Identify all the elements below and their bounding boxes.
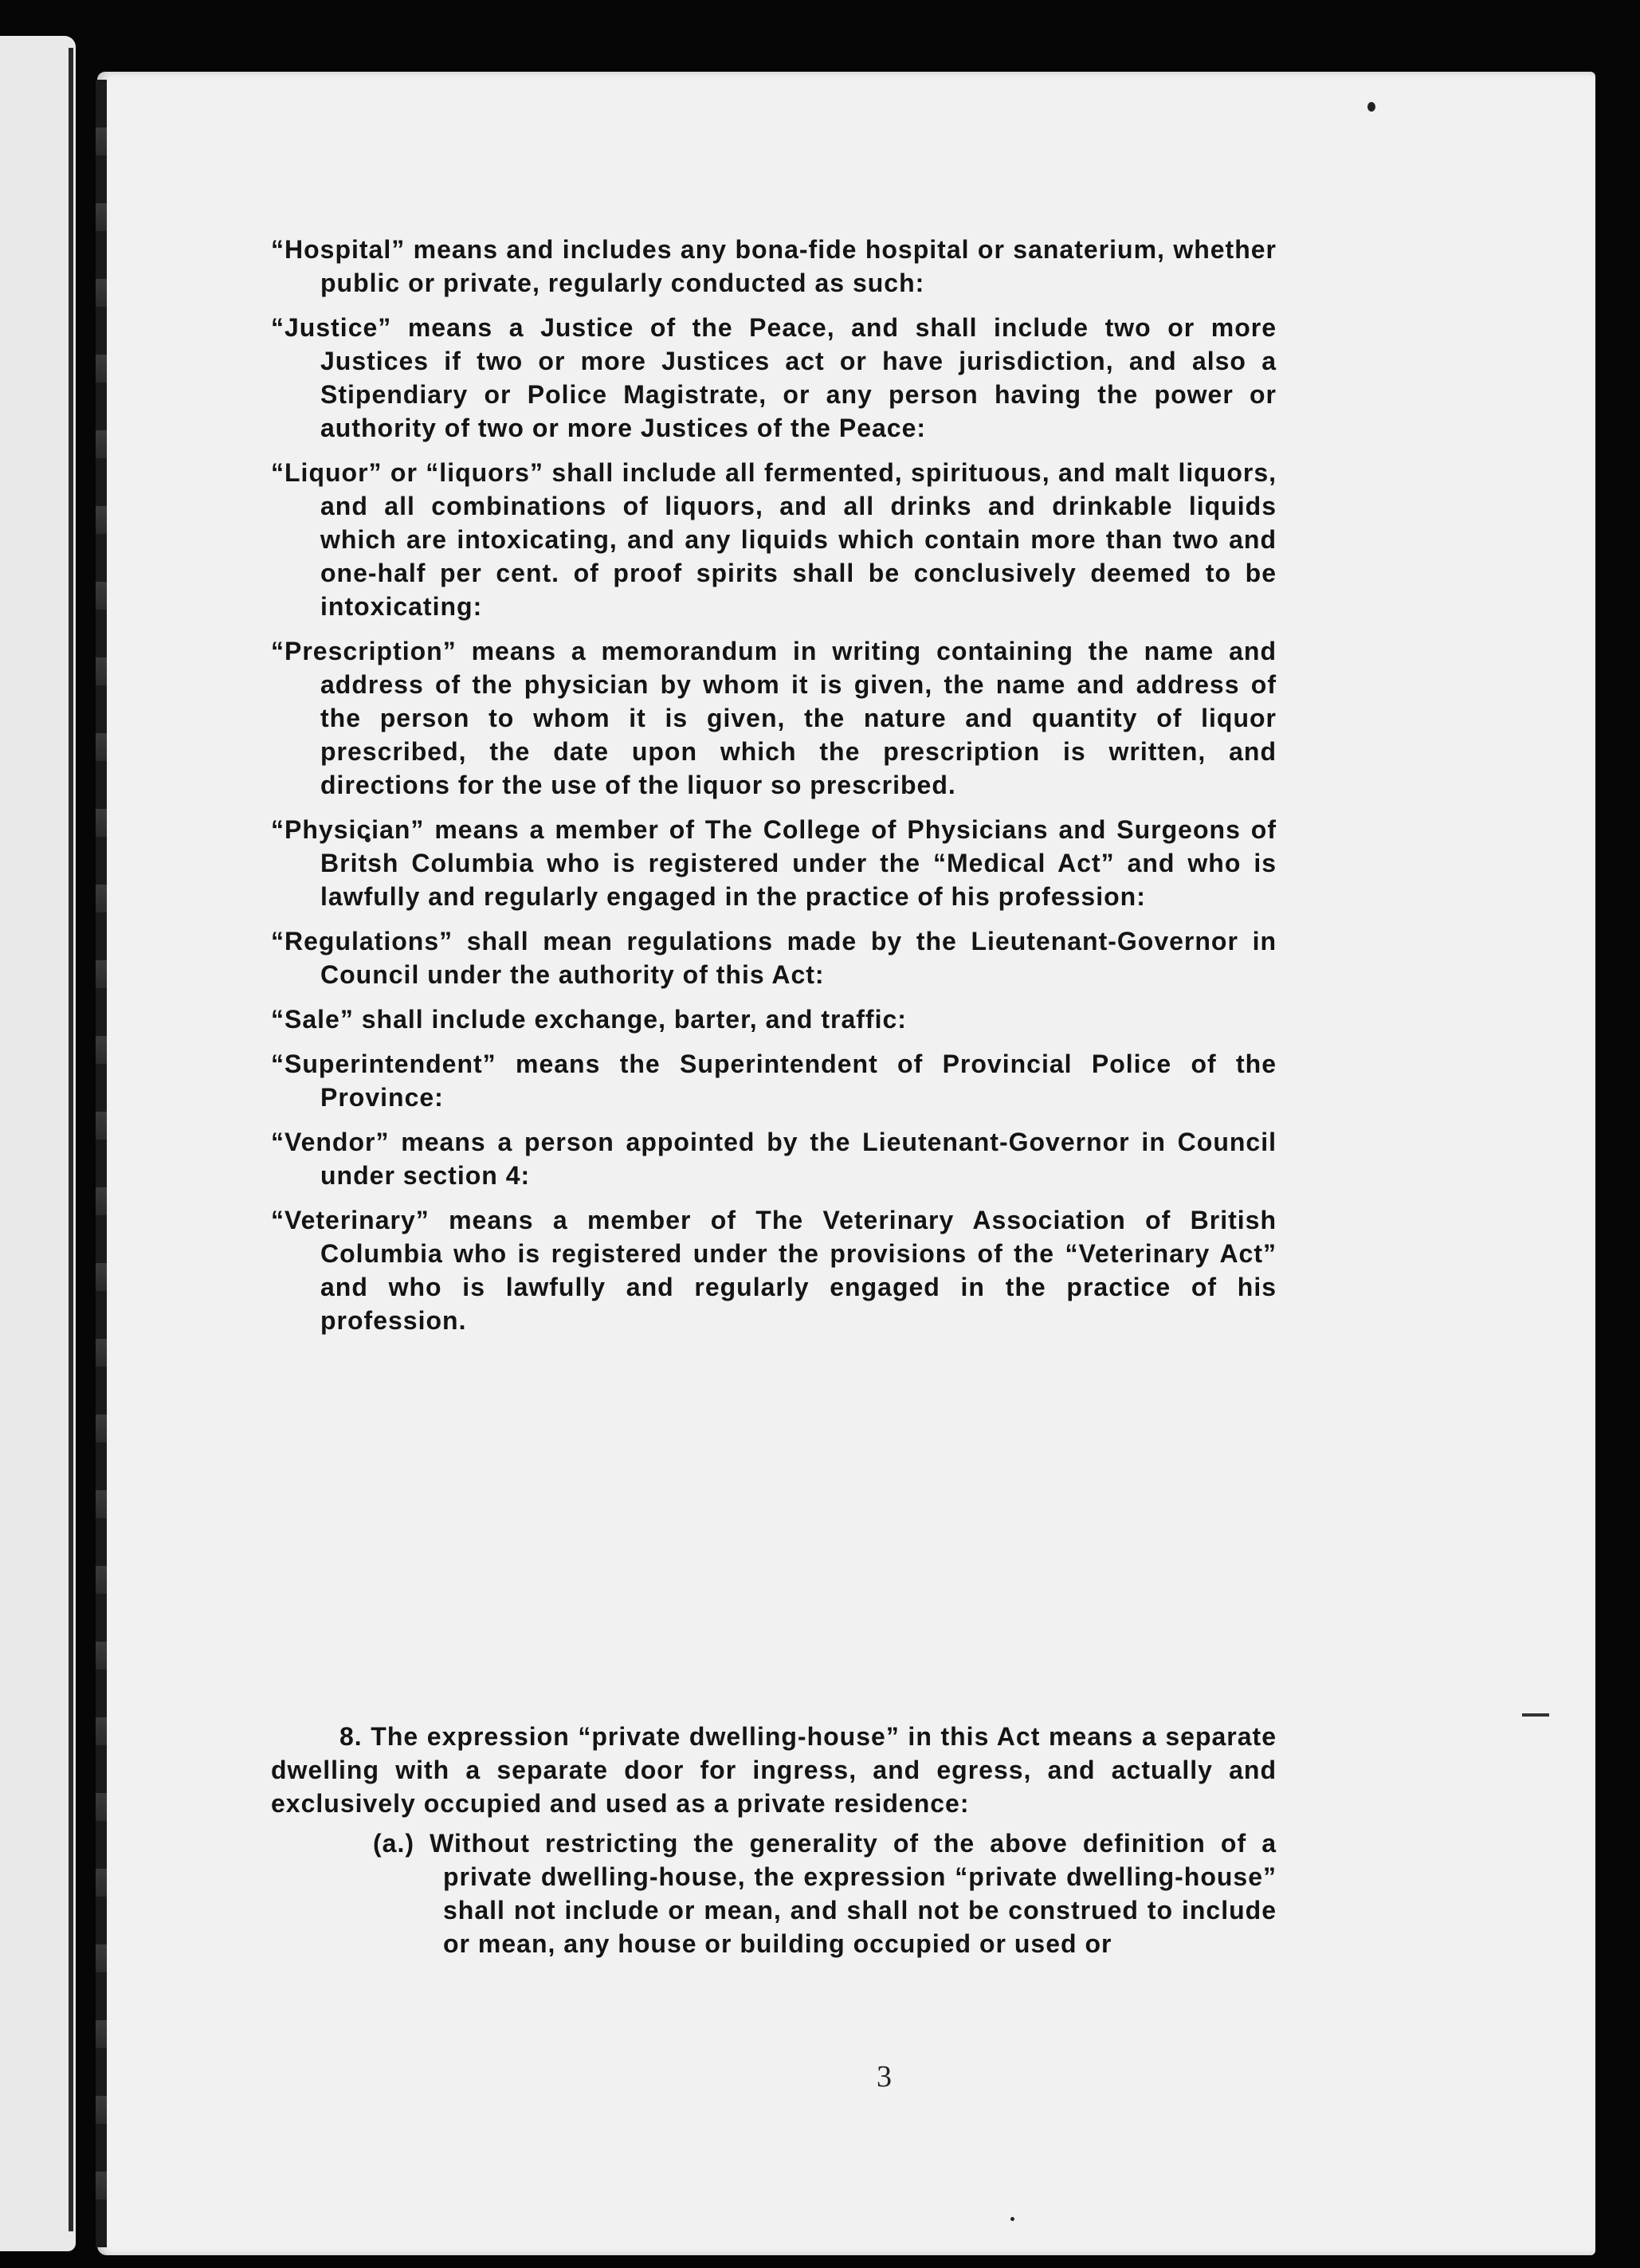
definition-vendor: “Vendor” means a person appointed by the Lieutenant-Governor in Council under section 4:	[271, 1128, 1277, 1190]
definition-physician: “Physician” means a member of The College of Physicians and Surgeons of Britsh Columbia who is registered under the “Medical Act” and who is lawfully and regularly engaged in the practice of his profession:	[271, 815, 1277, 911]
section-8	[271, 1720, 1277, 1960]
left-page-edge	[0, 36, 76, 2251]
page-number: 3	[877, 2060, 892, 2093]
definition-hospital: “Hospital” means and includes any bona-fide hospital or sanaterium, whether public or private, regularly conducted as such:	[271, 235, 1277, 297]
paper-speck	[1010, 2217, 1014, 2221]
section-8-intro: 8. The expression “private dwelling-house” in this Act means a separate dwelling with a separate door for ingress, and egress, and actually and exclusively occupied and used as a private residence:	[271, 1722, 1277, 1818]
definition-veterinary: “Veterinary” means a member of The Veterinary Association of British Columbia who is registered under the provisions of the “Veterinary Act” and who is lawfully and regularly engaged in the practice of his profession.	[271, 1206, 1277, 1335]
page-binding-edge	[96, 80, 107, 2247]
definition-superintendent: “Superintendent” means the Superintendent of Provincial Police of the Province:	[271, 1050, 1277, 1112]
definition-liquor: “Liquor” or “liquors” shall include all fermented, spirituous, and malt liquors, and all combinations of liquors, and all drinks and drinkable liquids which are intoxicating, and any liquids which contain more than two and one-half per cent. of proof spirits shall be conclusively deemed to be intoxicating:	[271, 458, 1277, 621]
definition-regulations: “Regulations” shall mean regulations made by the Lieutenant-Governor in Council under the authority of this Act:	[271, 927, 1277, 989]
right-dark-strip	[1600, 0, 1640, 2268]
margin-mark	[1522, 1713, 1549, 1717]
definitions-list	[271, 233, 1277, 1348]
section-8-clause-a: (a.) Without restricting the generality of the above definition of a private dwelling-house, the expression “private dwelling-house” shall not include or mean, and shall not be construed to include or mean, any house or building occupied or used or	[373, 1829, 1277, 1958]
definition-sale: “Sale” shall include exchange, barter, and traffic:	[271, 1005, 907, 1034]
definition-prescription: “Prescription” means a memorandum in writing containing the name and address of the physician by whom it is given, the name and address of the person to whom it is given, the nature and quantity of liquor prescribed, the date upon which the prescription is written, and directions for the use of the liquor so prescribed.	[271, 637, 1277, 799]
definition-justice: “Justice” means a Justice of the Peace, and shall include two or more Justices if two or more Justices act or have jurisdiction, and also a Stipendiary or Police Magistrate, or any person having the power or authority of two or more Justices of the Peace:	[271, 313, 1277, 442]
paper-speck	[1367, 102, 1375, 112]
left-page-shadow	[69, 48, 73, 2231]
